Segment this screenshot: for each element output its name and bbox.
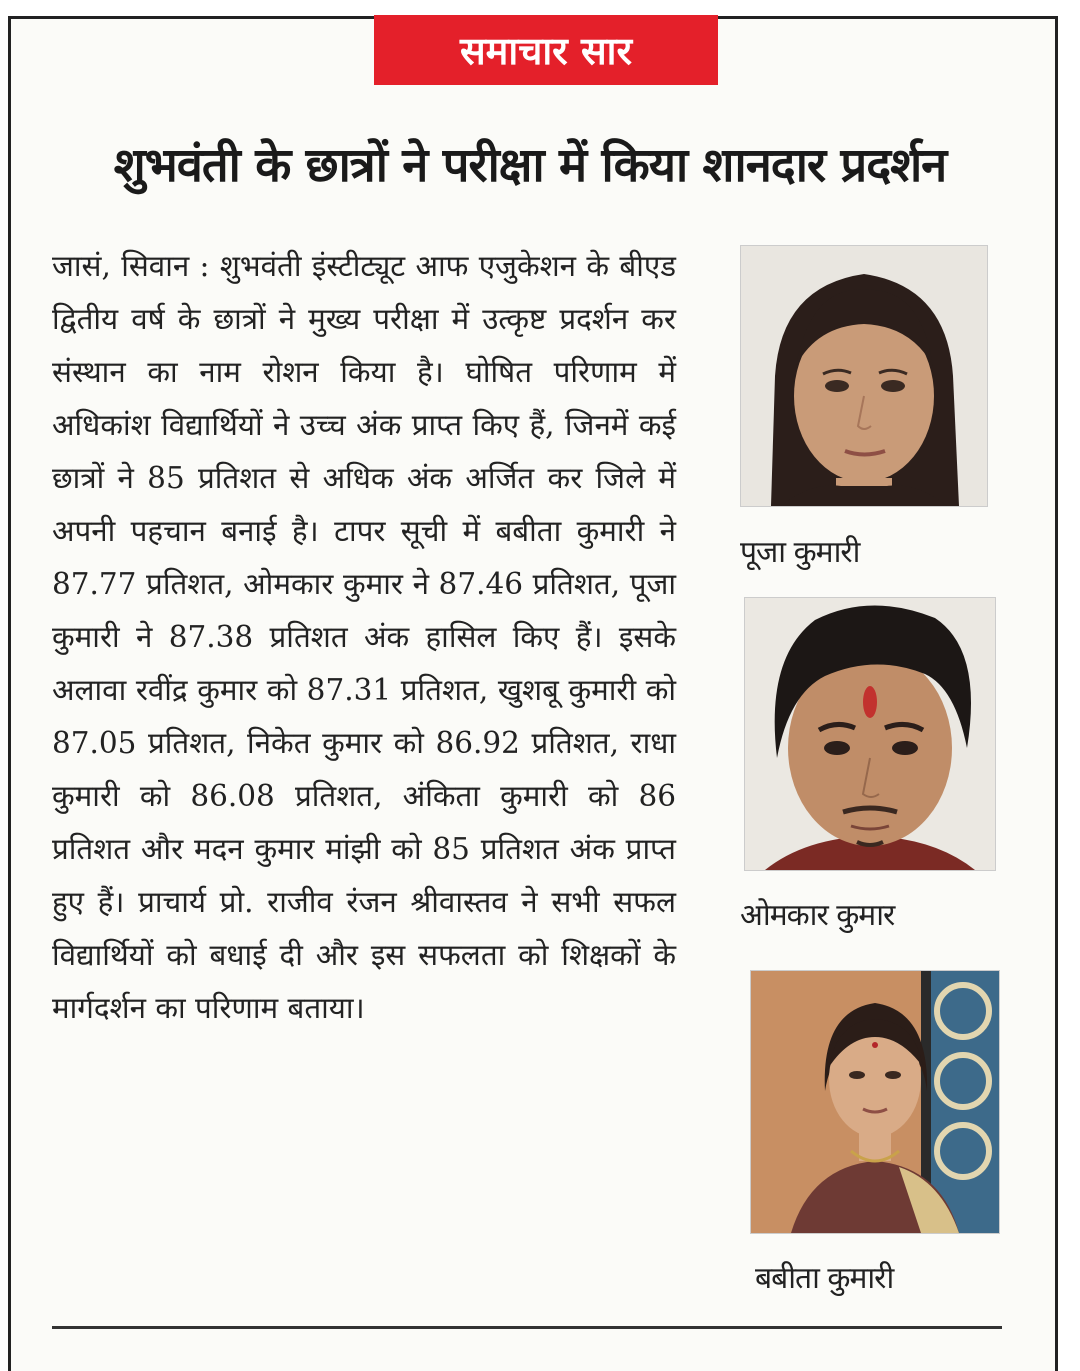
caption-omkar-kumar: ओमकार कुमार — [740, 898, 895, 933]
photo-omkar-kumar — [744, 597, 996, 871]
section-tag: समाचार सार — [374, 15, 718, 85]
bottom-divider — [52, 1326, 1002, 1329]
headline: शुभवंती के छात्रों ने परीक्षा में किया शानदार प्रदर्शन — [113, 138, 947, 193]
article-body: जासं, सिवान : शुभवंती इंस्टीट्यूट आफ एजुकेशन के बीएड द्वितीय वर्ष के छात्रों ने मुख्य परीक्षा में उत्कृष्ट प्रदर्शन कर संस्थान का नाम रोशन किया है। घोषित परिणाम में अधिकांश विद्यार्थियों ने उच्च अंक प्राप्त किए हैं, जिनमें कई छात्रों ने 85 प्रतिशत से अधिक अंक अर्जित कर जिले में अपनी पहचान बनाई है। टापर सूची में बबीता कुमारी ने 87.77 प्रतिशत, ओमकार कुमार ने 87.46 प्रतिशत, पूजा कुमारी ने 87.38 प्रतिशत अंक हासिल किए हैं। इसके अलावा रवींद्र कुमार को 87.31 प्रतिशत, खुशबू कुमारी को 87.05 प्रतिशत, निकेत कुमार को 86.92 प्रतिशत, राधा कुमारी को 86.08 प्रतिशत, अंकिता कुमारी को 86 प्रतिशत और मदन कुमार मांझी को 85 प्रतिशत अंक प्राप्त हुए हैं। प्राचार्य प्रो. राजीव रंजन श्रीवास्तव ने सभी सफल विद्यार्थियों को बधाई दी और इस सफलता को शिक्षकों के मार्गदर्शन का परिणाम बताया। — [52, 249, 676, 1025]
caption-pooja-kumari: पूजा कुमारी — [740, 535, 860, 570]
caption-babita-kumari: बबीता कुमारी — [755, 1261, 894, 1296]
photo-pooja-kumari — [740, 245, 988, 507]
photo-babita-kumari — [750, 970, 1000, 1234]
